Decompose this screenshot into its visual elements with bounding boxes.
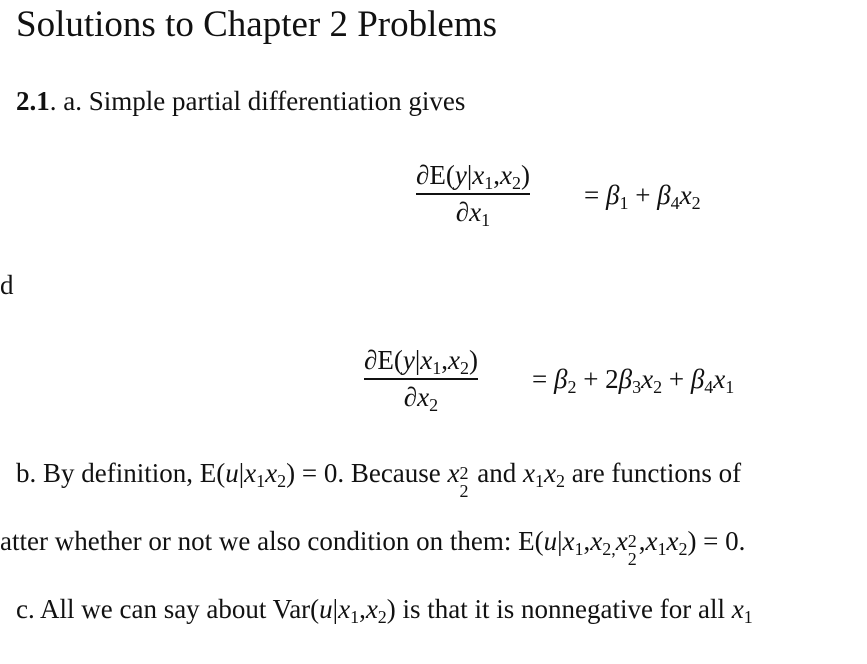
part-a-text: . a. Simple partial differentiation gives [49, 86, 466, 116]
equation-2-numerator: $\partial E(y|x_1,x_2)$ [364, 345, 478, 378]
equation-1-rhs: = $\beta_1 + \beta_4x_2$ [584, 180, 701, 213]
part-a-intro [16, 84, 465, 118]
part-b-line-2: atter whether or not we also condition on them: $E(u|x_1,x_{2,}x$ 2 2 $,x_1x_2) = 0$. [0, 526, 746, 569]
part-c-line-1: c. All we can say about $Var(u|x_1,x_2)$ is that it is nonnegative for all $x_1$ [16, 594, 753, 627]
equation-1-fraction-bar [416, 193, 530, 195]
equation-1-fraction [416, 160, 530, 230]
problem-number: 2.1 [16, 86, 50, 116]
equation-2-rhs: = $\beta_2 + 2\beta_3x_2 + \beta_4x_1$ [532, 364, 735, 397]
part-b-line-1: b. By definition, $E(u|x_1x_2) = 0$. Because x 2 2 and $x_1x_2$ are functions of [16, 458, 742, 501]
equation-2-fraction-bar [364, 378, 478, 380]
equation-1-denominator: $\partial x_1$ [455, 196, 491, 230]
page-title: Solutions to Chapter 2 Problems [16, 4, 497, 45]
equation-1-numerator: $\partial E(y|x_1,x_2)$ [416, 160, 530, 193]
connector-text: d [0, 270, 14, 300]
equation-2-denominator: $\partial x_2$ [403, 381, 439, 415]
equation-2-fraction [364, 345, 478, 415]
